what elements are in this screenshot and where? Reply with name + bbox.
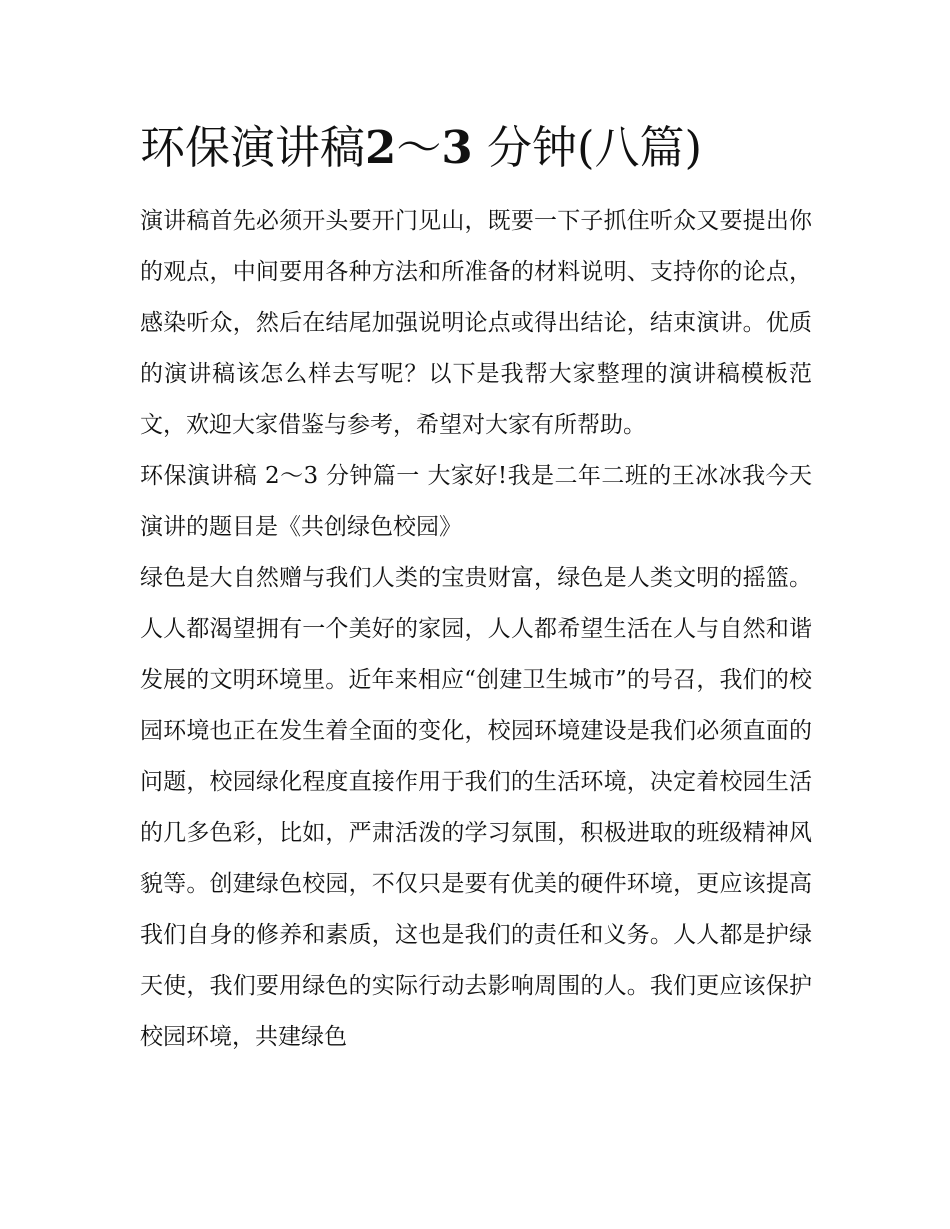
title-text-part2: 分钟(八篇) bbox=[486, 121, 703, 174]
title-tilde: ～ bbox=[396, 121, 442, 174]
title-text-part1: 环保演讲稿 bbox=[140, 121, 366, 174]
title-number-2: 3 bbox=[441, 121, 473, 174]
document-title bbox=[140, 116, 840, 180]
title-number-1: 2 bbox=[365, 121, 397, 174]
intro-paragraph: 演讲稿首先必须开头要开门见山，既要一下子抓住听众又要提出你的观点，中间要用各种方法和所准备的材料说明、支持你的论点，感染听众，然后在结尾加强说明论点或得出结论，结束演讲。优质的演讲稿该怎么样去写呢？以下是我帮大家整理的演讲稿模板范文，欢迎大家借鉴与参考，希望对大家有所帮助。 bbox=[140, 208, 812, 438]
section-heading-paragraph: 环保演讲稿 2～3 分钟篇一 大家好!我是二年二班的王冰冰我今天演讲的题目是《共创绿色校园》 bbox=[140, 463, 812, 540]
speech-paragraph: 绿色是大自然赠与我们人类的宝贵财富，绿色是人类文明的摇篮。人人都渴望拥有一个美好的家园，人人都希望生活在人与自然和谐发展的文明环境里。近年来相应“创建卫生城市”的号召，我们的校园环境也正在发生着全面的变化，校园环境建设是我们必须直面的问题，校园绿化程度直接作用于我们的生活环境，决定着校园生活的几多色彩，比如，严肃活泼的学习氛围，积极进取的班级精神风貌等。创建绿色校园，不仅只是要有优美的硬件环境，更应该提高我们自身的修养和素质，这也是我们的责任和义务。人人都是护绿天使，我们要用绿色的实际行动去影响周围的人。我们更应该保护校园环境，共建绿色 bbox=[140, 565, 812, 1050]
document-body bbox=[140, 196, 812, 1063]
